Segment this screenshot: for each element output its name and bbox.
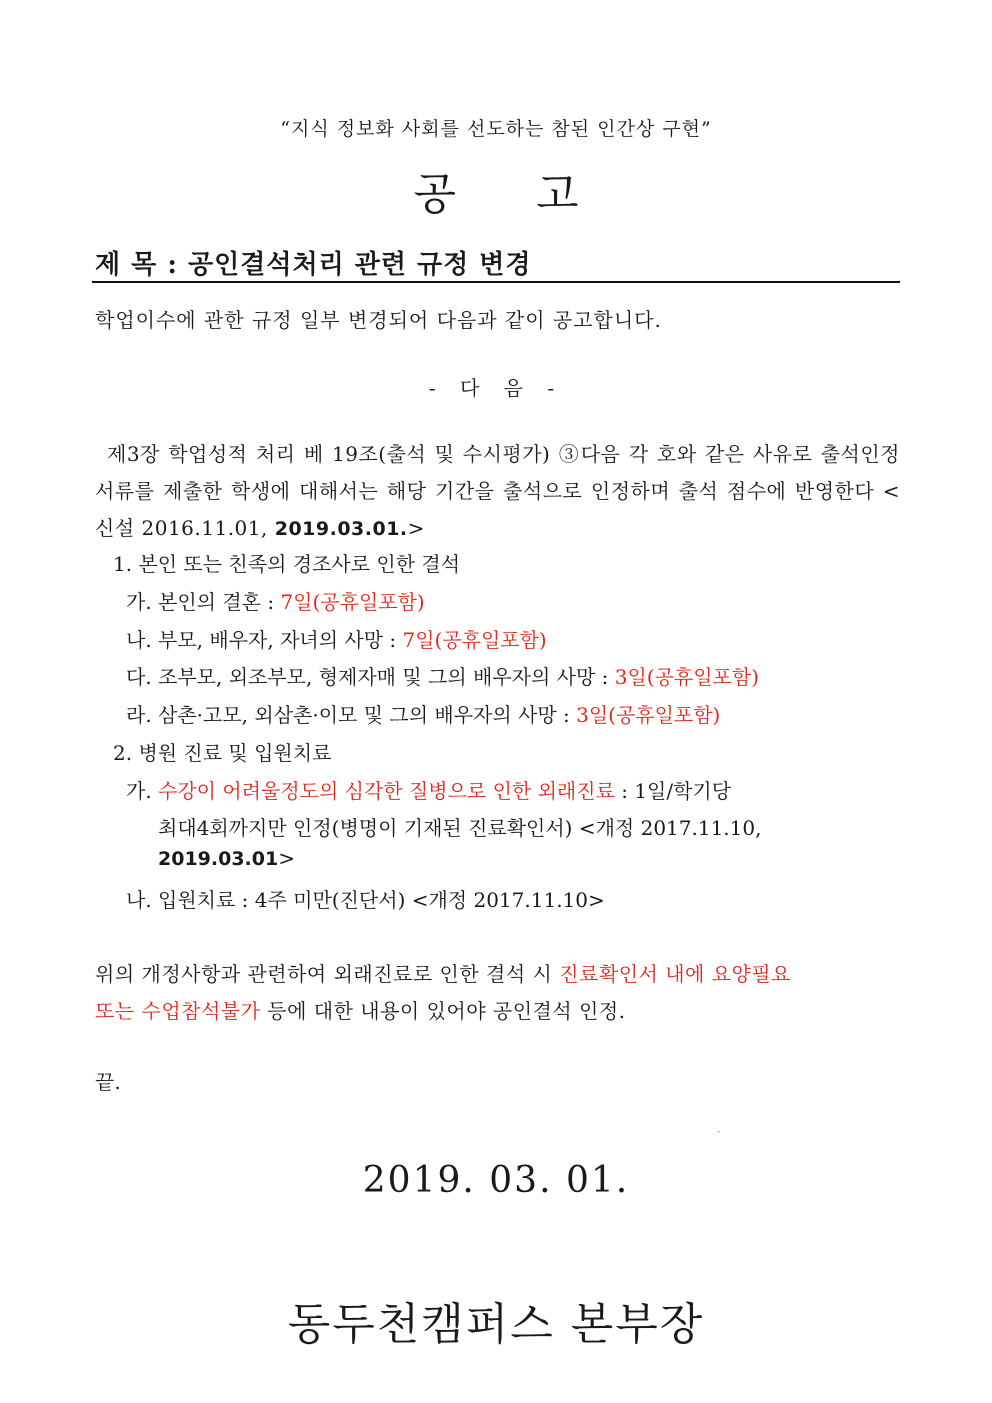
item-1c-label: 다. 조부모, 외조부모, 형제자매 및 그의 배우자의 사망 : [126,665,615,689]
item-2b: 나. 입원치료 : 4주 미만(진단서) <개정 2017.11.10> [126,888,605,912]
note-line-2 [95,995,626,1024]
motto: “지식 정보화 사회를 선도하는 참된 인간상 구현” [280,118,712,140]
subject-line: 제 목 : 공인결석처리 관련 규정 변경 [95,250,532,280]
item-2a-bold-date: 2019.03.01 [158,848,279,870]
note-line-2-text: 등에 대한 내용이 있어야 공인결석 인정. [260,999,626,1023]
section-header: - 다 음 - [428,376,564,400]
item-2a-rest: : 1일/학기당 [614,779,732,803]
note-line-2-highlight: 또는 수업참석불가 [95,999,261,1023]
item-1-heading: 1. 본인 또는 친족의 경조사로 인한 결석 [113,552,461,576]
stray-mark: ˏ [717,1122,721,1133]
item-1c [126,661,759,690]
subject-underline [92,281,900,283]
item-1a-label: 가. 본인의 결혼 : [126,590,281,614]
item-1b [126,624,547,653]
item-2a [126,775,731,804]
item-1a-value: 7일(공휴일포함) [280,590,425,614]
item-2a-line2: 최대4회까지만 인정(병명이 기재된 진료확인서) <개정 2017.11.10, [158,816,762,840]
item-2a-line3 [158,846,295,870]
end-mark: 끝. [95,1070,121,1094]
item-1d-label: 라. 삼촌·고모, 외삼촌·이모 및 그의 배우자의 사망 : [126,703,577,727]
note-line-1-highlight: 진료확인서 내에 요양필요 [559,962,791,986]
item-1b-value: 7일(공휴일포함) [402,628,547,652]
notice-title [0,158,992,222]
item-1c-value: 3일(공휴일포함) [614,665,759,689]
paragraph-bold-date: 2019.03.01. [274,518,408,540]
intro-text: 학업이수에 관한 규정 일부 변경되어 다음과 같이 공고합니다. [95,308,662,332]
item-1b-label: 나. 부모, 배우자, 자녀의 사망 : [126,628,403,652]
title-char-right: 고 [536,169,579,220]
item-1a [126,586,425,615]
note-line-1 [95,958,791,987]
item-1d [126,699,720,728]
paragraph-close: > [407,516,425,540]
regulation-paragraph [95,436,900,548]
note-line-1-text: 위의 개정사항과 관련하여 외래진료로 인한 결석 시 [95,962,560,986]
item-2a-close: > [278,846,295,870]
paragraph-text: 제3장 학업성적 처리 베 19조(출석 및 수시평가) ③다음 각 호와 같은 사유로 출석인정서류를 제출한 학생에 대해서는 해당 기간을 출석으로 인정하며 출석 점수에 반영한다 <신설 2016.11.01, [95,442,900,540]
title-char-left: 공 [413,169,456,220]
item-1d-value: 3일(공휴일포함) [576,703,721,727]
signature: 동두천캠퍼스 본부장 [287,1299,705,1350]
notice-date: 2019. 03. 01. [362,1160,630,1201]
item-2-heading: 2. 병원 진료 및 입원치료 [113,741,332,765]
item-2a-highlight: 수강이 어려울정도의 심각한 질병으로 인한 외래진료 [158,779,615,803]
item-2a-prefix: 가. [126,779,159,803]
